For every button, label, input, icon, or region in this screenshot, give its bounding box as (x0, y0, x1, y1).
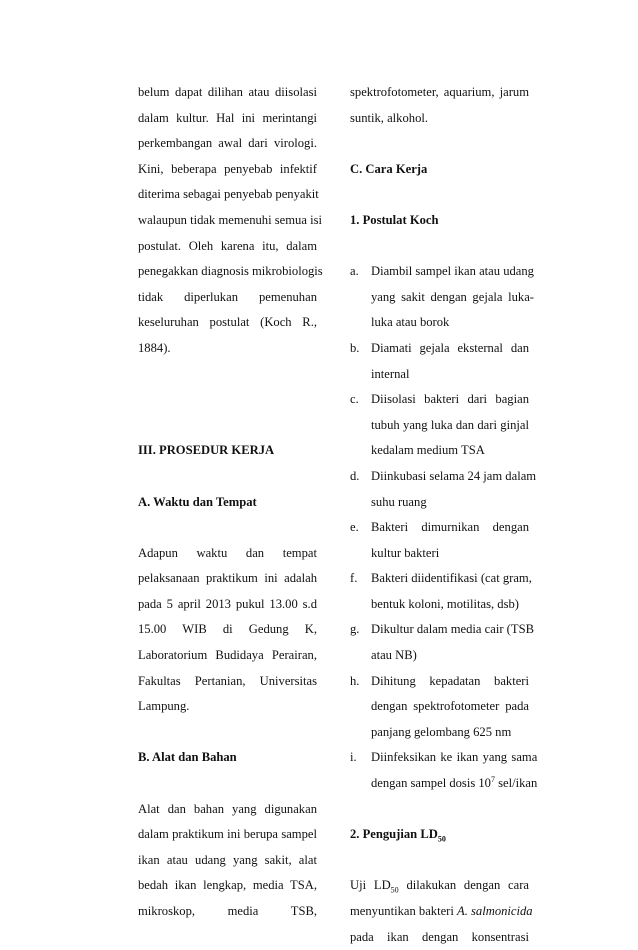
text-line: Alat dan bahan yang digunakan (138, 801, 317, 816)
text-line: panjang gelombang 625 nm (371, 724, 512, 739)
text-line: Diisolasi bakteri dari bagian (371, 392, 529, 407)
text-line: mikroskop, media TSB, (138, 904, 317, 918)
text-line: Laboratorium Budidaya Perairan, (138, 648, 317, 663)
text-line: dalam praktikum ini berupa sampel (138, 827, 317, 842)
text-line: ikan atau udang yang sakit, alat (138, 852, 317, 867)
list-marker: g. (350, 622, 360, 637)
ld50-paragraph (350, 873, 533, 950)
text-line: dengan spektrofotometer pada (371, 699, 529, 714)
text-line: Kini, beberapa penyebab infektif (138, 161, 317, 176)
text-line: Bakteri diidentifikasi (cat gram, (371, 571, 532, 586)
text-segment: 2. Pengujian LD (350, 827, 438, 842)
text-line: pada 5 april 2013 pukul 13.00 s.d (138, 596, 317, 611)
list-marker: b. (350, 340, 360, 355)
text-line: tidak diperlukan pemenuhan (138, 289, 317, 304)
text-segment: menyuntikan bakteri (350, 904, 458, 918)
subheading-waktu-tempat: A. Waktu dan Tempat (138, 494, 257, 509)
list-item (350, 464, 537, 515)
subheading-alat-bahan: B. Alat dan Bahan (138, 750, 237, 765)
subheading-pengujian-ld50 (350, 822, 529, 848)
text-line: dalam kultur. Hal ini merintangi (138, 110, 317, 125)
text-line (350, 873, 529, 899)
list-item (350, 745, 538, 796)
text-line: internal (371, 366, 410, 381)
text-line: 1884). (138, 340, 171, 355)
text-line (371, 771, 537, 797)
superscript: 7 (490, 774, 495, 784)
list-item (350, 387, 529, 464)
text-line: Adapun waktu dan tempat (138, 545, 317, 560)
text-line: tubuh yang luka dan dari ginjal (371, 417, 529, 432)
text-line: luka atau borok (371, 315, 450, 330)
text-line: pelaksanaan praktikum ini adalah (138, 571, 317, 586)
text-segment: dilakukan dengan cara (398, 878, 530, 893)
text-segment: Uji LD (350, 878, 391, 893)
text-line: Lampung. (138, 699, 190, 714)
subheading-cara-kerja: C. Cara Kerja (350, 161, 428, 176)
text-line: Dihitung kepadatan bakteri (371, 673, 529, 688)
text-line: Diamati gejala eksternal dan (371, 340, 529, 355)
text-line: bedah ikan lengkap, media TSA, (138, 878, 317, 893)
text-line: belum dapat dilihan atau diisolasi (138, 85, 317, 99)
text-line: pada ikan dengan konsentrasi (350, 929, 529, 944)
list-marker: c. (350, 392, 359, 407)
text-line: bentuk koloni, motilitas, dsb) (371, 596, 519, 611)
text-line: spektrofotometer, aquarium, jarum (350, 85, 529, 99)
list-marker: d. (350, 468, 360, 483)
list-item (350, 669, 529, 746)
list-marker: e. (350, 520, 359, 535)
subscript: 50 (437, 834, 446, 844)
species-name: A. salmonicida (457, 904, 533, 918)
alat-bahan-paragraph (138, 797, 317, 925)
list-item (350, 259, 534, 336)
list-item (350, 336, 529, 387)
text-segment: dengan sampel dosis 10 (371, 776, 491, 791)
text-line: penegakkan diagnosis mikrobiologis (138, 264, 323, 279)
text-line: 15.00 WIB di Gedung K, (138, 622, 317, 637)
subscript: 50 (390, 885, 399, 895)
subheading-postulat-koch: 1. Postulat Koch (350, 212, 439, 227)
text-line: atau NB) (371, 648, 417, 663)
text-line: diterima sebagai penyebab penyakit (138, 187, 319, 202)
list-marker: f. (350, 571, 358, 586)
text-line: walaupun tidak memenuhi semua isi (138, 212, 322, 227)
text-line (350, 899, 533, 925)
list-item (350, 566, 532, 617)
section-heading: III. PROSEDUR KERJA (138, 443, 275, 458)
waktu-tempat-paragraph (138, 541, 317, 720)
text-line: kultur bakteri (371, 545, 440, 560)
text-line: yang sakit dengan gejala luka- (371, 289, 534, 304)
text-line: Fakultas Pertanian, Universitas (138, 673, 317, 688)
right-column (350, 80, 538, 950)
text-line: perkembangan awal dari virologi. (138, 136, 317, 151)
intro-paragraph (138, 80, 323, 362)
list-marker: h. (350, 673, 360, 688)
list-item (350, 515, 529, 566)
text-line: keseluruhan postulat (Koch R., (138, 315, 317, 330)
text-segment: sel/ikan (494, 776, 538, 791)
list-item (350, 617, 534, 668)
text-line: Diinfeksikan ke ikan yang sama (371, 750, 538, 765)
text-line: postulat. Oleh karena itu, dalam (138, 238, 317, 253)
text-line: suhu ruang (371, 494, 427, 509)
list-marker: a. (350, 264, 359, 279)
text-line: Diambil sampel ikan atau udang (371, 264, 534, 279)
text-line: Dikultur dalam media cair (TSB (371, 622, 534, 637)
text-line: Diinkubasi selama 24 jam dalam (371, 468, 537, 483)
text-line: Bakteri dimurnikan dengan (371, 520, 529, 535)
text-line: kedalam medium TSA (371, 443, 485, 458)
left-column (138, 80, 323, 925)
text-line: suntik, alkohol. (350, 110, 429, 125)
list-marker: i. (350, 750, 357, 765)
